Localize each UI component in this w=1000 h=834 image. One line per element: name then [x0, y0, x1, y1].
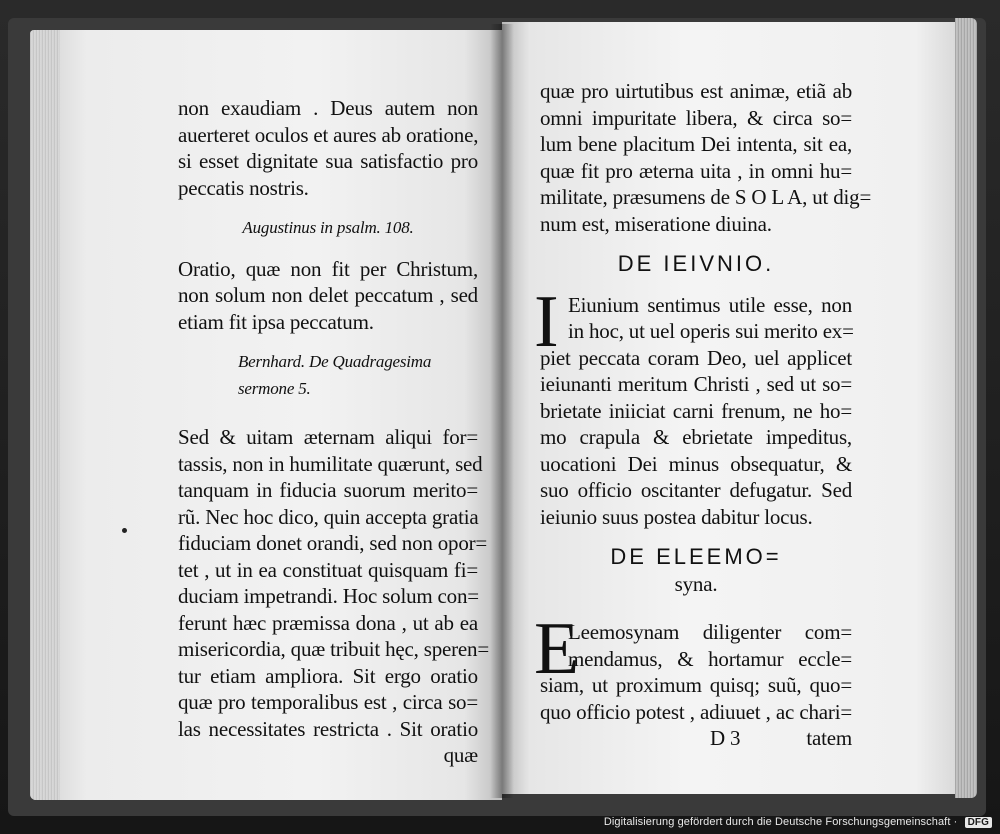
text-line: brietate iniiciat carni frenum, ne ho=: [540, 398, 852, 423]
book-gutter: [490, 24, 514, 798]
text-line: mendamus, & hortamur eccle=: [568, 646, 852, 671]
catchword: tatem: [806, 726, 852, 750]
text-line: tur etiam ampliora. Sit ergo oratio: [178, 663, 478, 688]
drop-cap: I: [534, 280, 559, 363]
left-page-edges: [30, 30, 60, 800]
text-line: lum bene placitum Dei intenta, sit ea,: [540, 132, 852, 156]
signature-line: [540, 725, 852, 752]
footer-text: Digitalisierung gefördert durch die Deutsche Forschungsgemeinschaft: [603, 816, 951, 828]
text-line: si esset dignitate sua satisfactio pro: [178, 149, 478, 173]
text-line: in hoc, ut uel operis sui merito ex=: [568, 319, 854, 343]
text-line: non solum non delet peccatum , sed: [178, 283, 478, 307]
text-line: tet , ut in ea constituat quisquam fi=: [178, 557, 478, 582]
text-line: etiam fit ipsa peccatum.: [178, 309, 374, 334]
text-line: uocationi Dei minus obsequatur, &: [540, 451, 852, 476]
text-line: ieiunio suus postea dabitur locus.: [540, 504, 813, 529]
signature-mark: D 3: [710, 726, 741, 750]
text-line: suo officio oscitanter defugatur. Sed: [540, 478, 852, 502]
right-page-text: [534, 78, 872, 752]
ink-spot: [122, 528, 127, 533]
text-line: non exaudiam . Deus autem non: [178, 96, 478, 120]
text-line: mo crapula & ebrietate impeditus,: [540, 425, 852, 449]
text-line: las necessitates restricta . Sit oratio: [178, 716, 478, 741]
text-line: piet peccata coram Deo, uel applicet: [540, 345, 852, 370]
text-line: peccatis nostris.: [178, 175, 309, 200]
text-line: ferunt hæc præmissa dona , ut ab ea: [178, 610, 478, 635]
citation: sermone 5.: [238, 378, 311, 398]
text-line: Eiunium sentimus utile esse, non: [568, 292, 852, 317]
text-line: quæ fit pro æterna uita , in omni hu=: [540, 158, 852, 183]
text-line: siam, ut proximum quisq; suũ, quo=: [540, 673, 852, 697]
text-line: num est, miseratione diuina.: [540, 211, 772, 236]
section-heading-continued: syna.: [674, 571, 718, 596]
text-line: misericordia, quæ tribuit hęc, speren=: [178, 637, 489, 661]
citation: Augustinus in psalm. 108.: [242, 218, 414, 237]
section-heading: DE ELEEMO=: [610, 544, 782, 569]
text-line: Sed & uitam æternam aliqui for=: [178, 425, 478, 449]
text-line: militate, præsumens de S O L A, ut dig=: [540, 185, 872, 209]
text-line: quæ pro uirtutibus est animæ, etiã ab: [540, 79, 852, 103]
text-line: fiduciam donet orandi, sed non opor=: [178, 531, 488, 555]
paragraph-ieiunio: [534, 280, 854, 531]
paragraph-eleemosyna: [534, 608, 852, 725]
text-line: omni impuritate libera, & circa so=: [540, 105, 852, 130]
text-line: auerteret oculos et aures ab oratione,: [178, 122, 479, 147]
text-line: tassis, non in humilitate quærunt, sed: [178, 451, 483, 476]
text-line: Oratio, quæ non fit per Christum,: [178, 256, 478, 281]
left-page-text: [178, 95, 489, 769]
text-line: tanquam in fiducia suorum merito=: [178, 478, 478, 502]
right-page-edges: [955, 18, 977, 798]
text-line: quæ pro temporalibus est , circa so=: [178, 690, 478, 714]
citation: Bernhard. De Quadragesima: [238, 352, 432, 371]
text-line: rũ. Nec hoc dico, quin accepta gratia: [178, 504, 479, 529]
section-heading: DE IEIVNIO.: [617, 251, 775, 276]
drop-cap: E: [534, 608, 580, 690]
text-line: quo officio potest , adiuuet , ac chari=: [540, 699, 852, 724]
text-line: ieiunanti meritum Christi , sed ut so=: [540, 372, 852, 396]
text-line: duciam impetrandi. Hoc solum con=: [178, 584, 479, 608]
digitization-footer: Digitalisierung gefördert durch die Deutsche Forschungsgemeinschaft · DFG: [604, 816, 992, 828]
text-line: Leemosynam diligenter com=: [568, 620, 852, 644]
dfg-logo: DFG: [965, 817, 992, 828]
catchword: quæ: [443, 743, 478, 767]
